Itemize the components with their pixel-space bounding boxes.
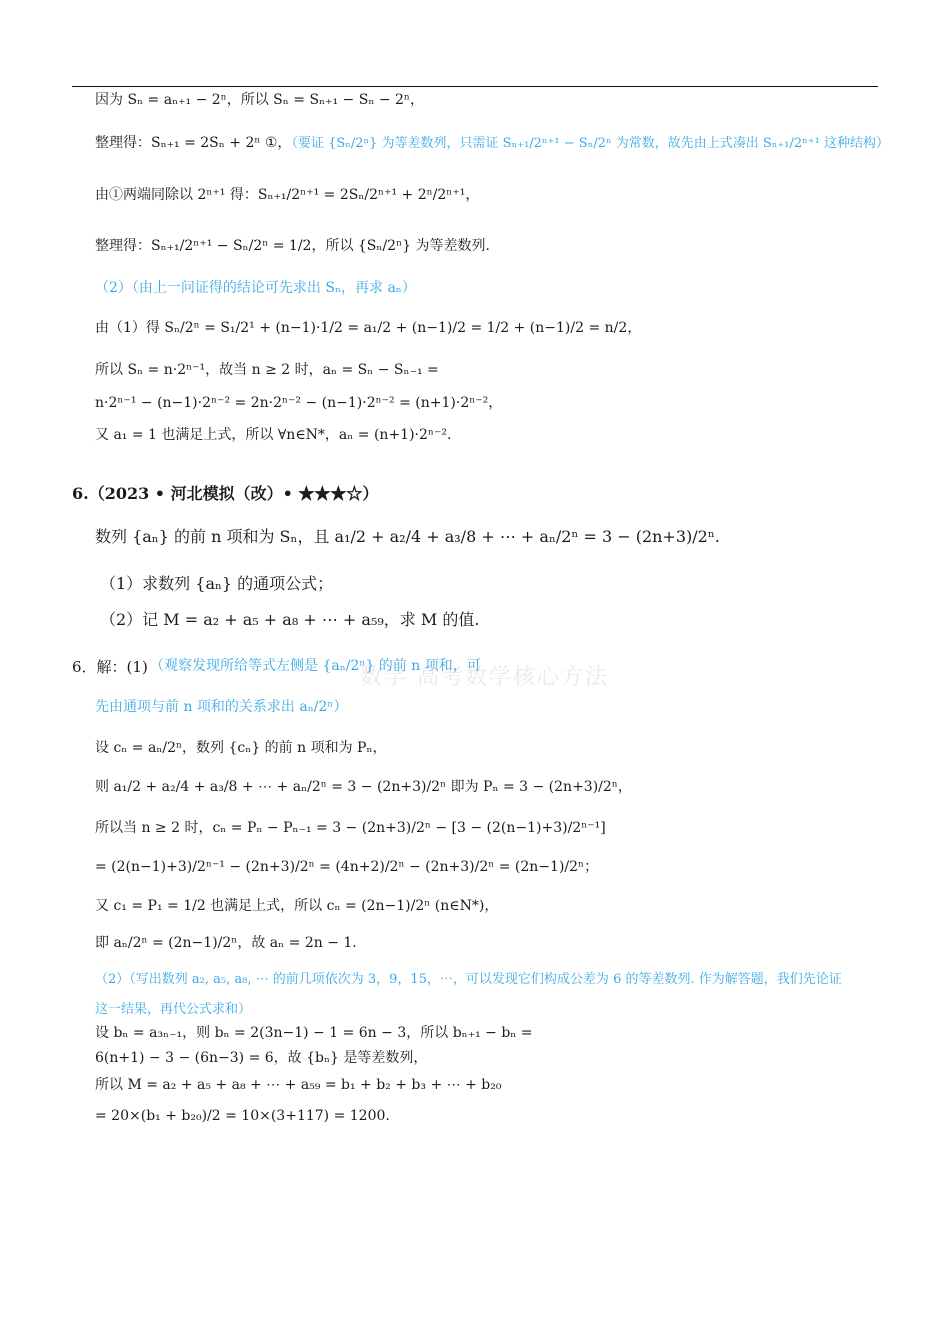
sol6-line-7: 设 bₙ = a₃ₙ₋₁，则 bₙ = 2(3n−1) − 1 = 6n − 3，所以 bₙ₊₁ − bₙ =: [95, 1025, 533, 1041]
sol5-line-7: 所以 Sₙ = n·2ⁿ⁻¹，故当 n ≥ 2 时，aₙ = Sₙ − Sₙ₋₁ =: [95, 362, 439, 378]
sol6-line-8: 6(n+1) − 3 − (6n−3) = 6，故 {bₙ} 是等差数列，: [95, 1050, 428, 1066]
sol6-hint-2: 先由通项与前 n 项和的关系求出 aₙ/2ⁿ）: [95, 699, 348, 715]
sol5-line-8: n·2ⁿ⁻¹ − (n−1)·2ⁿ⁻² = 2n·2ⁿ⁻² − (n−1)·2ⁿ⁻² = (n+1)·2ⁿ⁻²，: [95, 395, 503, 411]
sol5-line-2: [95, 133, 889, 154]
sol5-line-6: 由（1）得 Sₙ/2ⁿ = S₁/2¹ + (n−1)·1/2 = a₁/2 + (n−1)/2 = 1/2 + (n−1)/2 = n/2，: [95, 320, 642, 336]
sol6-hint-1: （观察发现所给等式左侧是 {aₙ/2ⁿ} 的前 n 项和，可: [150, 658, 481, 674]
sol5-line-9: 又 a₁ = 1 也满足上式，所以 ∀n∈N*，aₙ = (n+1)·2ⁿ⁻².: [95, 427, 452, 443]
sol6-line-1: 设 cₙ = aₙ/2ⁿ，数列 {cₙ} 的前 n 项和为 Pₙ，: [95, 740, 387, 756]
sol6-line-6: 即 aₙ/2ⁿ = (2n−1)/2ⁿ，故 aₙ = 2n − 1.: [95, 935, 357, 951]
sol5-line-3: 由①两端同除以 2ⁿ⁺¹ 得：Sₙ₊₁/2ⁿ⁺¹ = 2Sₙ/2ⁿ⁺¹ + 2ⁿ/2ⁿ⁺¹，: [95, 187, 480, 203]
problem-6-header: 6.（2023 • 河北模拟（改）• ★★★☆）: [72, 484, 379, 503]
sol6-line-4: = (2(n−1)+3)/2ⁿ⁻¹ − (2n+3)/2ⁿ = (4n+2)/2ⁿ − (2n+3)/2ⁿ = (2n−1)/2ⁿ；: [95, 859, 599, 875]
sol5-line-1: 因为 Sₙ = aₙ₊₁ − 2ⁿ，所以 Sₙ = Sₙ₊₁ − Sₙ − 2ⁿ，: [95, 92, 424, 108]
sol5-line-2-main: 整理得：Sₙ₊₁ = 2Sₙ + 2ⁿ ①，: [95, 135, 292, 151]
sol6-line-9: 所以 M = a₂ + a₅ + a₈ + ⋯ + a₅₉ = b₁ + b₂ + b₃ + ⋯ + b₂₀: [95, 1077, 502, 1093]
sol5-hint-1: （要证 {Sₙ/2ⁿ} 为等差数列，只需证 Sₙ₊₁/2ⁿ⁺¹ − Sₙ/2ⁿ 为常数，故先由上式凑出 Sₙ₊₁/2ⁿ⁺¹ 这种结构）: [291, 136, 889, 151]
sol6-line-5: 又 c₁ = P₁ = 1/2 也满足上式，所以 cₙ = (2n−1)/2ⁿ (n∈N*)，: [95, 898, 499, 914]
sol5-line-4: 整理得：Sₙ₊₁/2ⁿ⁺¹ − Sₙ/2ⁿ = 1/2，所以 {Sₙ/2ⁿ} 为等差数列.: [95, 238, 490, 254]
sol6-line-2: 则 a₁/2 + a₂/4 + a₃/8 + ⋯ + aₙ/2ⁿ = 3 − (2n+3)/2ⁿ 即为 Pₙ = 3 − (2n+3)/2ⁿ，: [95, 779, 632, 795]
sol6-line-10: = 20×(b₁ + b₂₀)/2 = 10×(3+117) = 1200.: [95, 1108, 390, 1124]
top-rule: [72, 86, 878, 87]
problem-6-question-1: （1）求数列 {aₙ} 的通项公式；: [100, 574, 334, 593]
problem-6-question-2: （2）记 M = a₂ + a₅ + a₈ + ⋯ + a₅₉，求 M 的值.: [100, 610, 480, 629]
watermark: 数学 高考数学核心方法: [360, 665, 609, 690]
solution-6-label: 6．解：(1): [72, 658, 148, 676]
sol5-hint-2: （2）（由上一问证得的结论可先求出 Sₙ，再求 aₙ）: [95, 280, 416, 296]
problem-6-stem: 数列 {aₙ} 的前 n 项和为 Sₙ，且 a₁/2 + a₂/4 + a₃/8 + ⋯ + aₙ/2ⁿ = 3 − (2n+3)/2ⁿ.: [95, 527, 720, 546]
sol6-line-3: 所以当 n ≥ 2 时，cₙ = Pₙ − Pₙ₋₁ = 3 − (2n+3)/2ⁿ − [3 − (2(n−1)+3)/2ⁿ⁻¹]: [95, 820, 606, 836]
sol6-hint-3: （2）（写出数列 a₂, a₅, a₈, ⋯ 的前几项依次为 3，9，15，⋯，可以发现它们构成公差为 6 的等差数列. 作为解答题，我们先论证: [95, 972, 842, 987]
sol6-hint-4: 这一结果，再代公式求和）: [95, 1002, 252, 1017]
